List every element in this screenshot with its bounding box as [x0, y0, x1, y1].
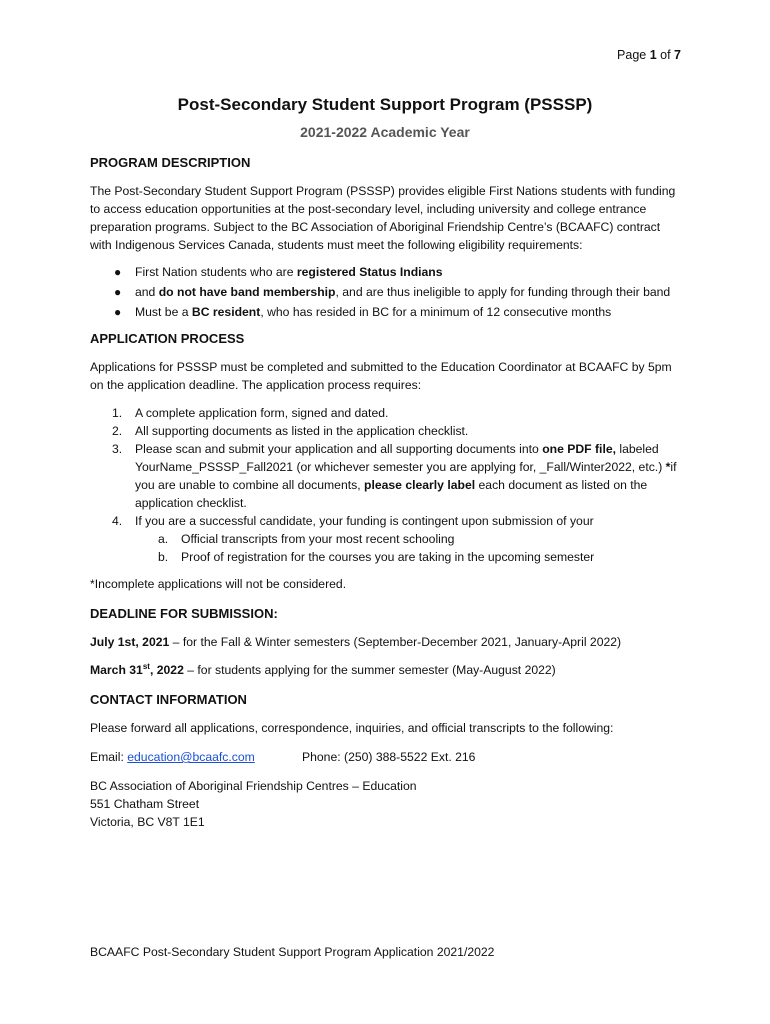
application-process-section	[90, 329, 680, 593]
application-process-heading: APPLICATION PROCESS	[90, 331, 245, 346]
bullet-icon: ●	[114, 265, 122, 279]
document-title: Post-Secondary Student Support Program (PSSSP)	[177, 95, 593, 114]
document-subtitle: 2021-2022 Academic Year	[300, 124, 470, 140]
contact-details-row	[90, 748, 680, 766]
contact-heading: CONTACT INFORMATION	[90, 692, 247, 707]
page-number: Page 1 of 7	[617, 48, 681, 62]
deadline-fall-winter: July 1st, 2021 – for the Fall & Winter semesters (September-December 2021, January-April 2022)	[90, 635, 622, 649]
address-line: BC Association of Aboriginal Friendship Centres – Education	[90, 779, 417, 793]
page-footer: BCAAFC Post-Secondary Student Support Program Application 2021/2022	[90, 945, 495, 959]
list-item: ● and do not have band membership, and are thus ineligible to apply for funding through their band	[114, 285, 671, 299]
contact-intro: Please forward all applications, correspondence, inquiries, and official transcripts to the following:	[90, 721, 614, 735]
phone-line: Phone: (250) 388-5522 Ext. 216	[302, 750, 476, 764]
list-item: 1. A complete application form, signed and dated.	[112, 406, 389, 420]
bullet-icon: ●	[114, 305, 122, 319]
address-line: Victoria, BC V8T 1E1	[90, 815, 205, 829]
list-item: 3. Please scan and submit your application and all supporting documents into one PDF file, labeled YourName_PSSSP_Fall2021 (or whichever semester you are applying for, _Fall/Winter2022, etc.) *if you are unable to combine all documents, please clearly label each document as listed on the application checklist.	[112, 442, 677, 510]
mailing-address	[90, 777, 680, 831]
deadline-summer: March 31st, 2022 – for students applying for the summer semester (May-August 2022)	[90, 661, 556, 677]
required-documents-sublist	[135, 530, 680, 566]
deadline-section	[90, 604, 680, 679]
application-steps-list	[90, 404, 680, 566]
address-line: 551 Chatham Street	[90, 797, 200, 811]
email-line: Email: education@bcaafc.com	[90, 750, 255, 764]
deadline-heading: DEADLINE FOR SUBMISSION:	[90, 606, 278, 621]
list-item: a. Official transcripts from your most recent schooling	[158, 532, 455, 546]
list-item: 2. All supporting documents as listed in the application checklist.	[112, 424, 469, 438]
email-link[interactable]: education@bcaafc.com	[127, 750, 255, 764]
contact-section	[90, 690, 680, 831]
program-description-section	[90, 153, 680, 321]
document-body	[90, 153, 680, 831]
program-description-paragraph: The Post-Secondary Student Support Program (PSSSP) provides eligible First Nations students with funding to access education opportunities at the post-secondary level, including university and college entrance preparation programs. Subject to the BC Association of Aboriginal Friendship Centre’s (BCAAFC) contract with Indigenous Services Canada, students must meet the following eligibility requirements:	[90, 184, 676, 252]
list-item: ● Must be a BC resident, who has resided in BC for a minimum of 12 consecutive months	[114, 305, 612, 319]
program-description-heading: PROGRAM DESCRIPTION	[90, 155, 251, 170]
application-process-paragraph: Applications for PSSSP must be completed and submitted to the Education Coordinator at BCAAFC by 5pm on the application deadline. The application process requires:	[90, 360, 672, 392]
list-item: b. Proof of registration for the courses you are taking in the upcoming semester	[158, 550, 595, 564]
list-item: ● First Nation students who are registered Status Indians	[114, 265, 443, 279]
bullet-icon: ●	[114, 285, 122, 299]
eligibility-list	[90, 263, 680, 321]
list-item: 4. If you are a successful candidate, your funding is contingent upon submission of your a. Official transcripts from your most recent schooling b. Proof of registration for the courses you are taking in the upcoming semester	[90, 512, 680, 566]
incomplete-applications-note: *Incomplete applications will not be considered.	[90, 577, 347, 591]
